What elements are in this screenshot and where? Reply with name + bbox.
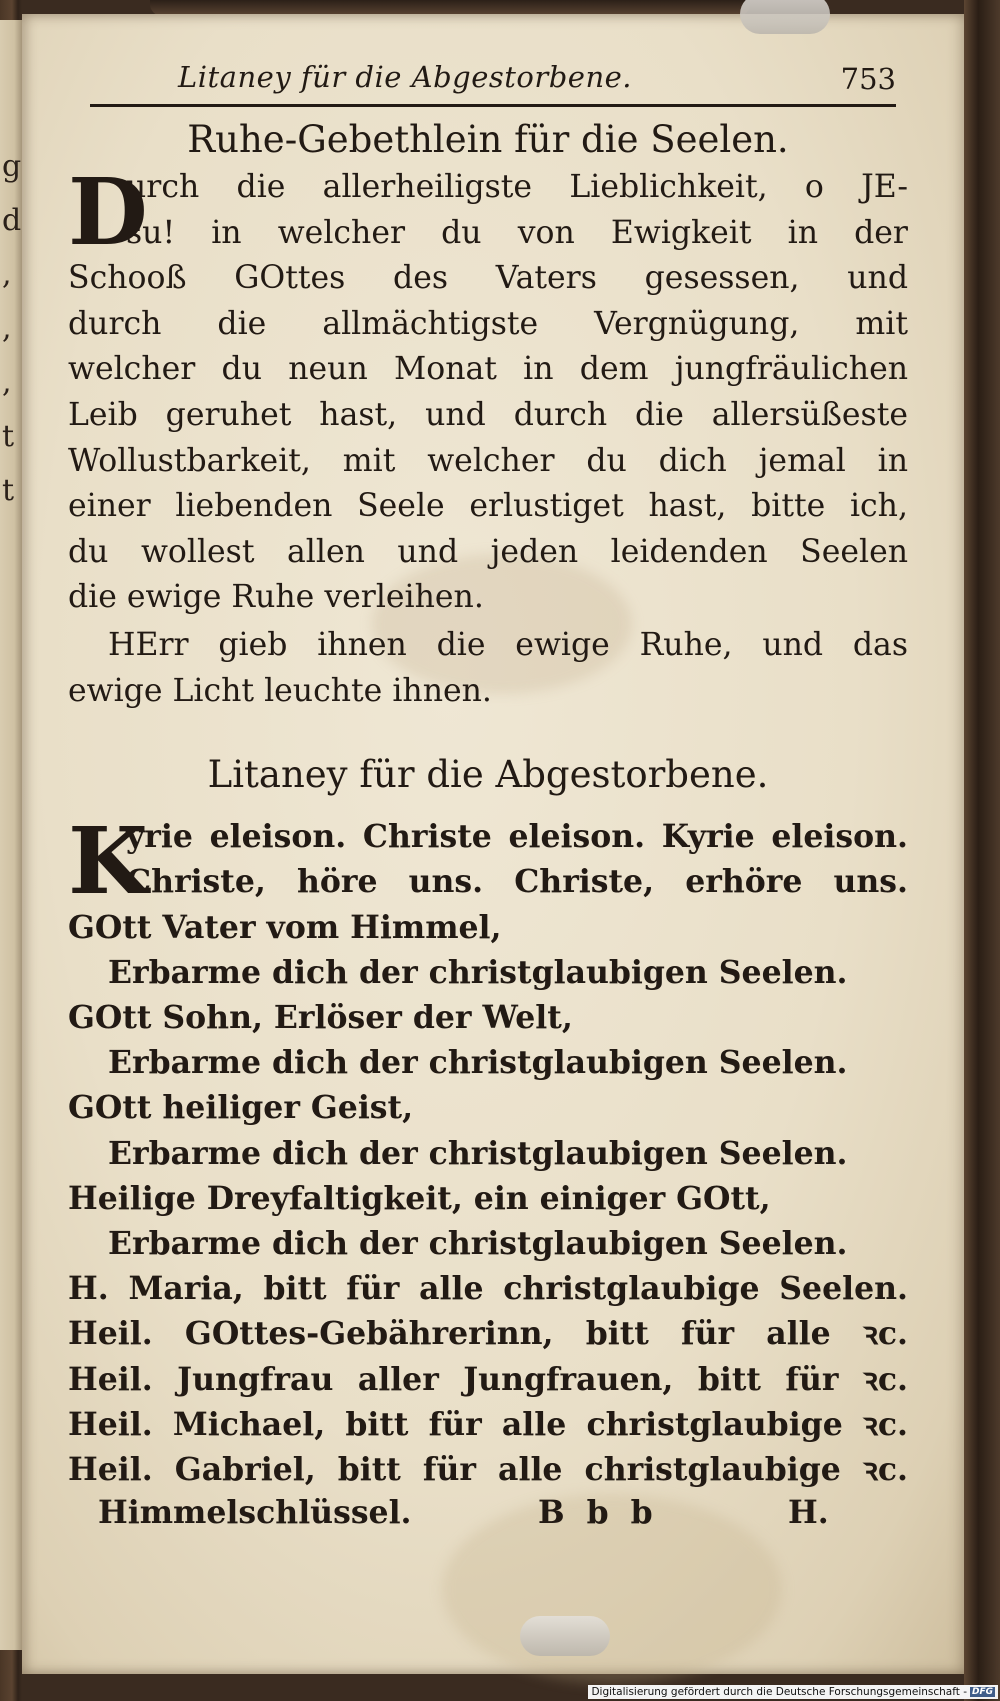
previous-page-edge: [0, 20, 24, 1650]
header-rule: [90, 104, 896, 107]
printer-signature: Bbb: [538, 1494, 675, 1532]
text-line: die ewige Ruhe verleihen.: [68, 579, 484, 616]
text-line: du wollest allen und jeden leidenden Seelen: [68, 533, 908, 570]
invocation-line: Heilige Dreyfaltigkeit, ein einiger GOtt,: [68, 1179, 771, 1217]
text-line: Christe, höre uns. Christe, erhöre uns.: [126, 863, 908, 901]
prev-letter: ,: [2, 311, 12, 346]
drop-cap: D: [68, 158, 148, 266]
prev-letter: ,: [2, 257, 12, 292]
drop-cap: K: [68, 807, 148, 916]
prayer-paragraph: [68, 158, 908, 621]
response-line: Erbarme dich der christglaubigen Seelen.: [108, 1044, 848, 1082]
book-page: [22, 14, 970, 1674]
prev-letter: t: [2, 473, 15, 508]
response-line: Erbarme dich der christglaubigen Seelen.: [108, 953, 848, 991]
text-line: Wollustbarkeit, mit welcher du dich jemal in: [68, 442, 908, 479]
prev-letter: ,: [2, 365, 12, 400]
dfg-logo: DFG: [971, 1687, 993, 1697]
text-line: su! in welcher du von Ewigkeit in der: [126, 214, 908, 251]
digitization-footer: [588, 1685, 998, 1699]
saint-line: Heil. GOttes-Gebährerinn, bitt für alle ꝛc.: [68, 1315, 908, 1353]
text-line: Schooß GOttes des Vaters gesessen, und: [68, 260, 908, 297]
saint-line: Heil. Gabriel, bitt für alle christglaubige ꝛc.: [68, 1450, 908, 1488]
text-line: HErr gieb ihnen die ewige Ruhe, und das: [108, 626, 908, 663]
footer-credit: Digitalisierung gefördert durch die Deutsche Forschungsgemeinschaft -: [591, 1686, 967, 1698]
page-clip-top: [740, 0, 830, 34]
text-line: ewige Licht leuchte ihnen.: [68, 672, 492, 709]
response-line: Erbarme dich der christglaubigen Seelen.: [108, 1134, 848, 1172]
litany-title: Litaney für die Abgestorbene.: [207, 753, 769, 797]
page-number: 753: [840, 62, 896, 96]
saint-line: H. Maria, bitt für alle christglaubige Seelen.: [68, 1270, 908, 1308]
prev-letter: d: [2, 203, 22, 238]
page-text-block: [68, 54, 908, 1542]
text-line: Leib geruhet hast, und durch die allersüßeste: [68, 396, 908, 433]
saint-line: Heil. Michael, bitt für alle christglaubige ꝛc.: [68, 1405, 908, 1443]
running-head: [68, 54, 908, 102]
litany-body: [68, 807, 908, 1492]
saint-line: Heil. Jungfrau aller Jungfrauen, bitt für ꝛc.: [68, 1360, 908, 1398]
prayer-title: Ruhe-Gebethlein für die Seelen.: [187, 118, 789, 161]
page-clip-bottom: [520, 1616, 610, 1656]
text-line: yrie eleison. Christe eleison. Kyrie eleison.: [126, 818, 908, 856]
text-line: welcher du neun Monat in dem jungfräulichen: [68, 351, 908, 388]
page-bottom-line: [68, 1494, 908, 1542]
invocation-line: GOtt Vater vom Himmel,: [68, 908, 502, 946]
prev-letter: g: [2, 149, 22, 184]
invocation-line: GOtt Sohn, Erlöser der Welt,: [68, 998, 573, 1036]
catchword: H.: [788, 1494, 829, 1532]
prev-letter: t: [2, 419, 15, 454]
section-marker: Himmelschlüssel.: [98, 1494, 412, 1532]
previous-page-letters: [2, 140, 24, 518]
running-title: Litaney für die Abgestorbene.: [178, 60, 633, 94]
litany-opening: [68, 807, 908, 916]
text-line: urch die allerheiligste Lieblichkeit, o JE-: [126, 169, 908, 205]
text-line: einer liebenden Seele erlustiget hast, bitte ich,: [68, 488, 908, 525]
prayer-response: [68, 623, 908, 714]
text-line: durch die allmächtigste Vergnügung, mit: [68, 305, 908, 342]
response-line: Erbarme dich der christglaubigen Seelen.: [108, 1224, 848, 1262]
invocation-line: GOtt heiliger Geist,: [68, 1089, 414, 1127]
book-edge-right: [964, 0, 1000, 1701]
